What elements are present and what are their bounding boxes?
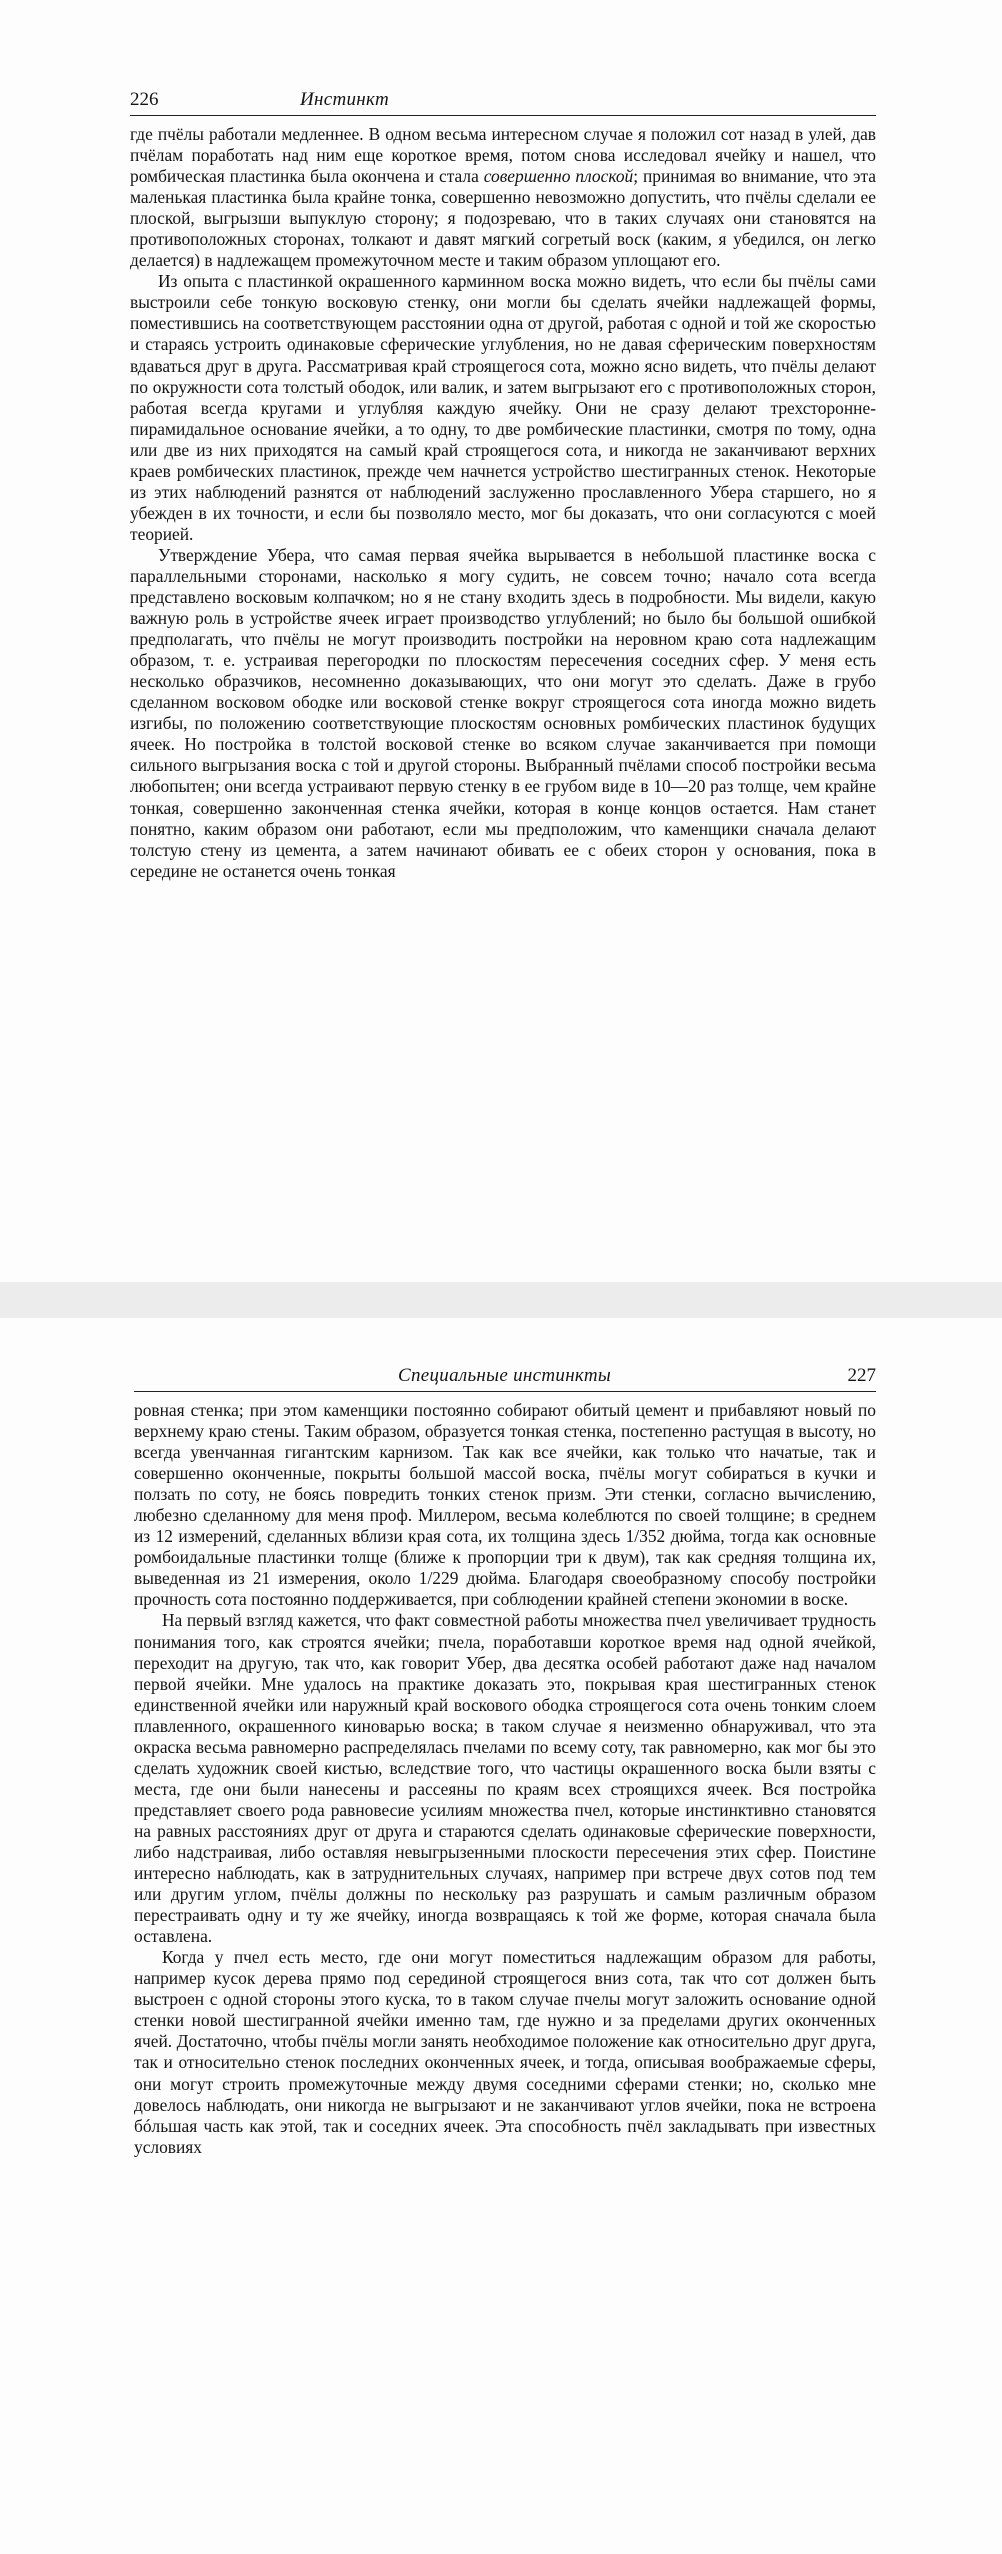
italic-text: совершенно плоской xyxy=(483,166,634,187)
running-title: Специальные инстинкты xyxy=(398,1365,612,1386)
text-run: Из опыта с пластинкой окрашенного карминном воска можно видеть, что если бы пчёлы сами выстроили себе тонкую восковую стенку, они могли бы сделать ячейки надлежащей формы, поместившись на соответствующем расстоянии одна от другой, работая с одной и той же скоростью и стараясь устроить одинаковые сферические углубления, но не давая сферическим поверхностям вдаваться друг в друга. Рассматривая край строящегося сота, можно ясно видеть, что пчёлы делают по окружности сота толстый ободок, или валик, и затем выгрызают его с противоположных сторон, работая всегда кругами и углубляя каждую ячейку. Они не сразу делают трехсторонне-пирамидальное основание ячейки, а то одну, то две ромбические пластинки, смотря по тому, одна или две из них приходятся на самый край строящегося сота, и никогда не заканчивают верхних краев ромбических пластинок, прежде чем начнется устройство шестигранных стенок. Некоторые из этих наблюдений разнятся от наблюдений заслуженно прославленного Убера старшего, но я убежден в их точности, и если бы позволяло место, мог бы доказать, что они согласуются с моей теорией. xyxy=(130,271,876,544)
header-rule xyxy=(134,1391,876,1392)
body-text xyxy=(134,1400,876,2158)
paragraph xyxy=(134,1947,876,2157)
text-run: где пчёлы работали медленнее. В одном весьма интересном случае я положил сот назад в улей, дав пчёлам поработать над ним еще короткое время, потом снова исследовал ячейку и нашел, что ромбическая пластинка была окончена и стала xyxy=(130,124,876,187)
text-run: ; принимая во внимание, что эта маленькая пластинка была крайне тонка, совершенно невозможно допустить, что пчёлы сделали ее плоской, выгрызши выпуклую сторону; я подозреваю, что в таких случаях они становятся на противоположных сторонах, толкают и давят мягкий согретый воск (каким, я убедился, он легко делается) в надлежащем промежуточном месте и таким образом уплощают его. xyxy=(130,166,877,271)
page-gap xyxy=(0,1282,1002,1318)
page-number: 227 xyxy=(847,1365,876,1386)
paragraph xyxy=(134,1610,876,1947)
text-run: Утверждение Убера, что самая первая ячейка вырывается в небольшой пластинке воска с параллельными сторонами, насколько я могу судить, не совсем точно; начало сота всегда представлено восковым колпачком; но я не стану входить здесь в подробности. Мы видели, какую важную роль в устройстве ячеек играет производство углублений; но было бы большой ошибкой предполагать, что пчёлы не могут производить постройки на неровном краю сота надлежащим образом, т. е. устраивая перегородки по плоскостям пересечения соседних сфер. У меня есть несколько образчиков, несомненно доказывающих, что они могут это сделать. Даже в грубо сделанном восковом ободке или восковой стенке вокруг строящегося сота иногда можно видеть изгибы, по положению соответствующие плоскостям основных ромбических пластинок будущих ячеек. Но постройка в толстой восковой стенке во всяком случае заканчивается при помощи сильного выгрызания воска с той и другой стороны. Выбранный пчёлами способ постройки весьма любопытен; они всегда устраивают первую стенку в ее грубом виде в 10—20 раз толще, чем крайне тонкая, совершенно законченная стенка ячейки, которая в конце концов остается. Нам станет понятно, каким образом они работают, если мы предположим, что каменщики сначала делают толстую стену из цемента, а затем начинают обивать ее с обеих сторон у основания, пока в середине не останется очень тонкая xyxy=(130,544,876,881)
running-title: Инстинкт xyxy=(300,89,389,110)
paragraph xyxy=(130,124,876,271)
header-rule xyxy=(130,115,876,116)
paragraph xyxy=(134,1400,876,1610)
text-run: Когда у пчел есть место, где они могут поместиться надлежащим образом для работы, например кусок дерева прямо под серединой строящегося вниз сота, так что сот должен быть выстроен с одной стороны этого куска, то в таком случае пчелы могут заложить основание одной стенки новой шестигранной ячейки именно там, где нужно и за пределами других оконченных ячей. Достаточно, чтобы пчёлы могли занять необходимое положение как относительно друг друга, так и относительно стенок последних оконченных ячеек, и тогда, описывая воображаемые сферы, они могут строить промежуточные между двумя соседними сферами стенки; но, сколько мне довелось наблюдать, они никогда не выгрызают и не заканчивают углов ячейки, пока не встроена бóльшая часть как этой, так и соседних ячеек. Эта способность пчёл закладывать при известных условиях xyxy=(134,1947,876,2157)
text-run: ровная стенка; при этом каменщики постоянно собирают обитый цемент и прибавляют новый по верхнему краю стены. Таким образом, образуется тонкая стенка, постепенно растущая в высоту, но всегда увенчанная гигантским карнизом. Так как все ячейки, как только что начатые, так и совершенно оконченные, покрыты большой массой воска, пчёлы могут собираться в кучки и ползать по соту, не боясь повредить тонких стенок призм. Эти стенки, согласно вычислению, любезно сделанному для меня проф. Миллером, весьма колеблются по своей толщине; в среднем из 12 измерений, сделанных вблизи края сота, их толщина здесь 1/352 дюйма, тогда как основные ромбоидальные пластинки толще (ближе к пропорции три к двум), так как средняя толщина их, выведенная из 21 измерения, около 1/229 дюйма. Благодаря своеобразному способу постройки прочность сота постоянно поддерживается, при соблюдении крайней степени экономии в воске. xyxy=(134,1400,876,1610)
page-number: 226 xyxy=(130,89,159,110)
body-text xyxy=(130,124,876,882)
running-header xyxy=(130,88,876,112)
paragraph xyxy=(130,271,876,545)
running-header xyxy=(134,1364,876,1388)
text-run: На первый взгляд кажется, что факт совместной работы множества пчел увеличивает трудность понимания того, как строятся ячейки; пчела, поработавши короткое время над одной ячейкой, переходит на другую, так что, как говорит Убер, два десятка особей работают даже над началом первой ячейки. Мне удалось на практике доказать это, покрывая края шестигранных стенок единственной ячейки или наружный край воскового ободка строящегося сота очень тонким слоем плавленного, окрашенного киноварью воска; в таком случае я неизменно обнаруживал, что эта окраска весьма равномерно распределялась пчелами по всему соту, так равномерно, как мог бы это сделать художник своей кистью, вследствие того, что частицы окрашенного воска были взяты с места, где они были нанесены и рассеяны по краям всех строящихся ячеек. Вся постройка представляет своего рода равновесие усилиям множества пчел, которые инстинктивно становятся на равных расстояниях друг от друга и стараются сделать одинаковые сферические поверхности, либо надстраивая, либо оставляя невыгрызенными плоскости пересечения этих сфер. Поистине интересно наблюдать, как в затруднительных случаях, например при встрече двух сотов под тем или другим углом, пчёлы должны по нескольку раз разрушать и самым различным образом перестраивать одну и ту же ячейку, иногда возвращаясь к той же форме, которая сначала была оставлена. xyxy=(134,1610,876,1947)
paragraph xyxy=(130,545,876,882)
page-227 xyxy=(0,1318,1002,2554)
